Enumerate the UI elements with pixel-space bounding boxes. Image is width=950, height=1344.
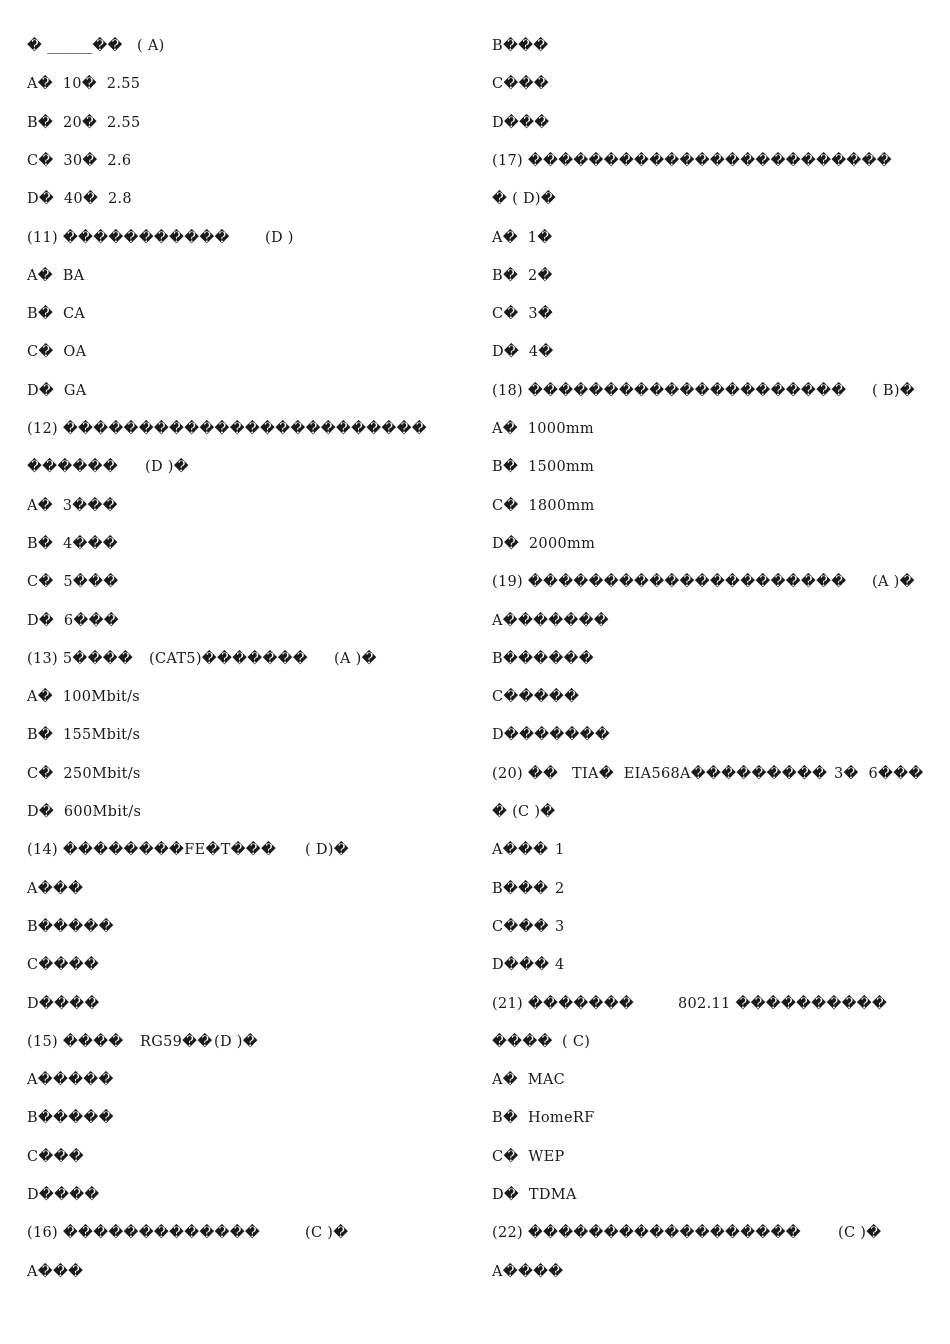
right-text-line: [492, 1023, 591, 1061]
left-text-line: [27, 678, 140, 716]
right-text-line: [492, 563, 915, 601]
right-text-line: [492, 755, 924, 793]
right-text-line: [492, 716, 610, 754]
answer-text-secondary: 3� 6���: [834, 765, 924, 782]
line-text: (17) ������������������������: [492, 152, 892, 169]
line-text: B������: [492, 650, 594, 667]
right-text-line: [492, 1061, 565, 1099]
line-text: B� 4���: [27, 535, 118, 552]
right-text-line: [492, 908, 565, 946]
line-text: (15) ����: [27, 1033, 129, 1050]
answer-text: 4: [555, 957, 565, 974]
line-text: C� WEP: [492, 1148, 565, 1165]
line-text: (21) �������: [492, 995, 639, 1012]
line-text: C����: [27, 957, 100, 974]
line-text: (16) �������������: [27, 1225, 265, 1242]
line-text: D� 40� 2.8: [27, 191, 132, 208]
left-text-line: [27, 1253, 83, 1291]
answer-text: TIA� EIA568A���������: [572, 765, 833, 782]
line-text: B���: [492, 38, 549, 54]
line-text: C� 3�: [492, 306, 554, 323]
left-text-line: [27, 219, 294, 257]
line-text: A���: [492, 842, 554, 859]
line-text: D� 6���: [27, 612, 119, 629]
right-text-line: [492, 1138, 565, 1176]
line-text: D����: [27, 1187, 100, 1203]
left-text-line: [27, 985, 100, 1023]
answer-text: 1: [555, 842, 565, 859]
left-text-line: [27, 525, 118, 563]
line-text: A����: [492, 1263, 564, 1280]
line-text: B�����: [27, 1110, 114, 1127]
right-text-line: [492, 142, 892, 180]
left-text-line: [27, 142, 131, 180]
line-text: B� CA: [27, 306, 86, 323]
answer-text-secondary: (A )�: [334, 650, 377, 667]
right-text-line: [492, 27, 548, 65]
answer-text: RG59��: [140, 1033, 218, 1050]
line-text: ������: [27, 459, 123, 476]
left-text-line: [27, 1214, 349, 1252]
line-text: A� MAC: [492, 1072, 566, 1089]
line-text: B� 1500mm: [492, 459, 595, 476]
line-text: (19) ���������������������: [492, 574, 852, 591]
line-text: C���: [492, 76, 549, 93]
left-text-line: [27, 793, 141, 831]
line-text: A� 10� 2.55: [27, 76, 141, 93]
right-text-line: [492, 410, 594, 448]
left-text-line: [27, 640, 377, 678]
line-text: C� 5���: [27, 574, 119, 591]
right-text-line: [492, 678, 579, 716]
line-text: A� BA: [27, 267, 85, 284]
left-text-line: [27, 946, 99, 984]
line-text: D� 2000mm: [492, 535, 596, 552]
left-text-line: [27, 295, 85, 333]
answer-text: (CAT5)�������: [149, 650, 313, 667]
right-text-line: [492, 1176, 577, 1214]
left-text-line: [27, 333, 86, 371]
left-text-line: [27, 27, 165, 65]
answer-text: 3: [555, 918, 565, 935]
right-text-line: [492, 448, 594, 486]
right-text-line: [492, 793, 555, 831]
right-text-line: [492, 985, 888, 1023]
left-text-line: [27, 104, 140, 142]
left-text-line: [27, 831, 349, 869]
line-text: C� OA: [27, 344, 87, 361]
right-text-line: [492, 104, 549, 142]
line-text: D�������: [492, 727, 611, 744]
right-text-line: [492, 219, 552, 257]
line-text: C� 1800mm: [492, 497, 595, 514]
right-text-line: [492, 1214, 882, 1252]
line-text: (11) �����������: [27, 229, 235, 246]
left-text-line: [27, 487, 118, 525]
line-text: D���: [492, 114, 550, 131]
left-text-line: [27, 602, 119, 640]
line-text: B� 2�: [492, 267, 553, 284]
line-text: A� 1�: [492, 229, 553, 246]
line-text: A� 100Mbit/s: [27, 689, 141, 706]
right-text-line: [492, 257, 553, 295]
answer-text-secondary: (D )�: [214, 1033, 258, 1050]
answer-text: (D ): [265, 229, 294, 246]
right-text-line: [492, 1253, 563, 1291]
left-text-line: [27, 257, 85, 295]
line-text: A� 3���: [27, 497, 118, 514]
answer-text: (D )�: [145, 459, 189, 476]
answer-text: ( D)�: [305, 842, 349, 859]
right-text-line: [492, 1099, 594, 1137]
line-text: B� HomeRF: [492, 1110, 595, 1127]
left-text-line: [27, 372, 87, 410]
right-text-line: [492, 640, 594, 678]
left-text-line: [27, 410, 427, 448]
right-text-line: [492, 602, 609, 640]
answer-text: (A )�: [872, 574, 915, 591]
answer-text: ( B)�: [872, 382, 915, 399]
line-text: B�����: [27, 918, 114, 935]
right-text-line: [492, 831, 565, 869]
line-text: C���: [492, 918, 554, 935]
line-text: � ( D)�: [492, 191, 556, 208]
line-text: � (C )�: [492, 804, 556, 820]
left-text-line: [27, 65, 140, 103]
line-text: (13) 5����: [27, 650, 138, 667]
line-text: A���: [27, 1263, 84, 1280]
line-text: (14) ��������FE�T���: [27, 842, 282, 859]
line-text: A���: [27, 880, 84, 897]
answer-text: ( C): [562, 1033, 591, 1050]
line-text: B���: [492, 880, 554, 897]
line-text: C� 250Mbit/s: [27, 765, 141, 782]
left-text-line: [27, 908, 114, 946]
answer-text: 2: [555, 880, 565, 897]
line-text: ����: [492, 1033, 558, 1050]
line-text: D���: [492, 957, 555, 974]
line-text: (12) ������������������������: [27, 421, 427, 437]
line-text: D� 4�: [492, 344, 554, 361]
answer-text: (C )�: [305, 1225, 349, 1242]
line-text: C���: [27, 1148, 84, 1165]
left-text-line: [27, 755, 141, 793]
answer-text: ( A): [137, 38, 165, 54]
right-text-line: [492, 946, 565, 984]
line-text: (18) ���������������������: [492, 382, 852, 399]
line-text: D� TDMA: [492, 1187, 577, 1203]
left-text-line: [27, 1061, 114, 1099]
right-text-line: [492, 180, 556, 218]
right-text-line: [492, 295, 553, 333]
answer-text: 802.11 ����������: [678, 995, 888, 1012]
answer-text: (C )�: [838, 1225, 882, 1242]
left-text-line: [27, 1099, 114, 1137]
left-text-line: [27, 563, 118, 601]
left-text-line: [27, 448, 189, 486]
line-text: � ______��: [27, 38, 128, 54]
left-text-line: [27, 870, 83, 908]
line-text: A�������: [492, 612, 609, 629]
left-text-line: [27, 1023, 258, 1061]
line-text: A�����: [27, 1072, 114, 1089]
right-text-line: [492, 870, 565, 908]
line-text: C� 30� 2.6: [27, 152, 132, 169]
line-text: D� GA: [27, 382, 87, 399]
line-text: A� 1000mm: [492, 421, 594, 437]
line-text: B� 20� 2.55: [27, 114, 141, 131]
right-text-line: [492, 333, 554, 371]
left-text-line: [27, 180, 132, 218]
left-text-line: [27, 1138, 84, 1176]
right-text-line: [492, 372, 915, 410]
line-text: C�����: [492, 689, 580, 706]
right-text-line: [492, 487, 595, 525]
left-text-line: [27, 716, 140, 754]
line-text: D����: [27, 995, 100, 1012]
line-text: (22) ������������������: [492, 1225, 806, 1242]
right-text-line: [492, 65, 549, 103]
line-text: B� 155Mbit/s: [27, 727, 141, 744]
right-text-line: [492, 525, 595, 563]
line-text: (20) ��: [492, 765, 564, 782]
left-text-line: [27, 1176, 100, 1214]
line-text: D� 600Mbit/s: [27, 804, 142, 820]
